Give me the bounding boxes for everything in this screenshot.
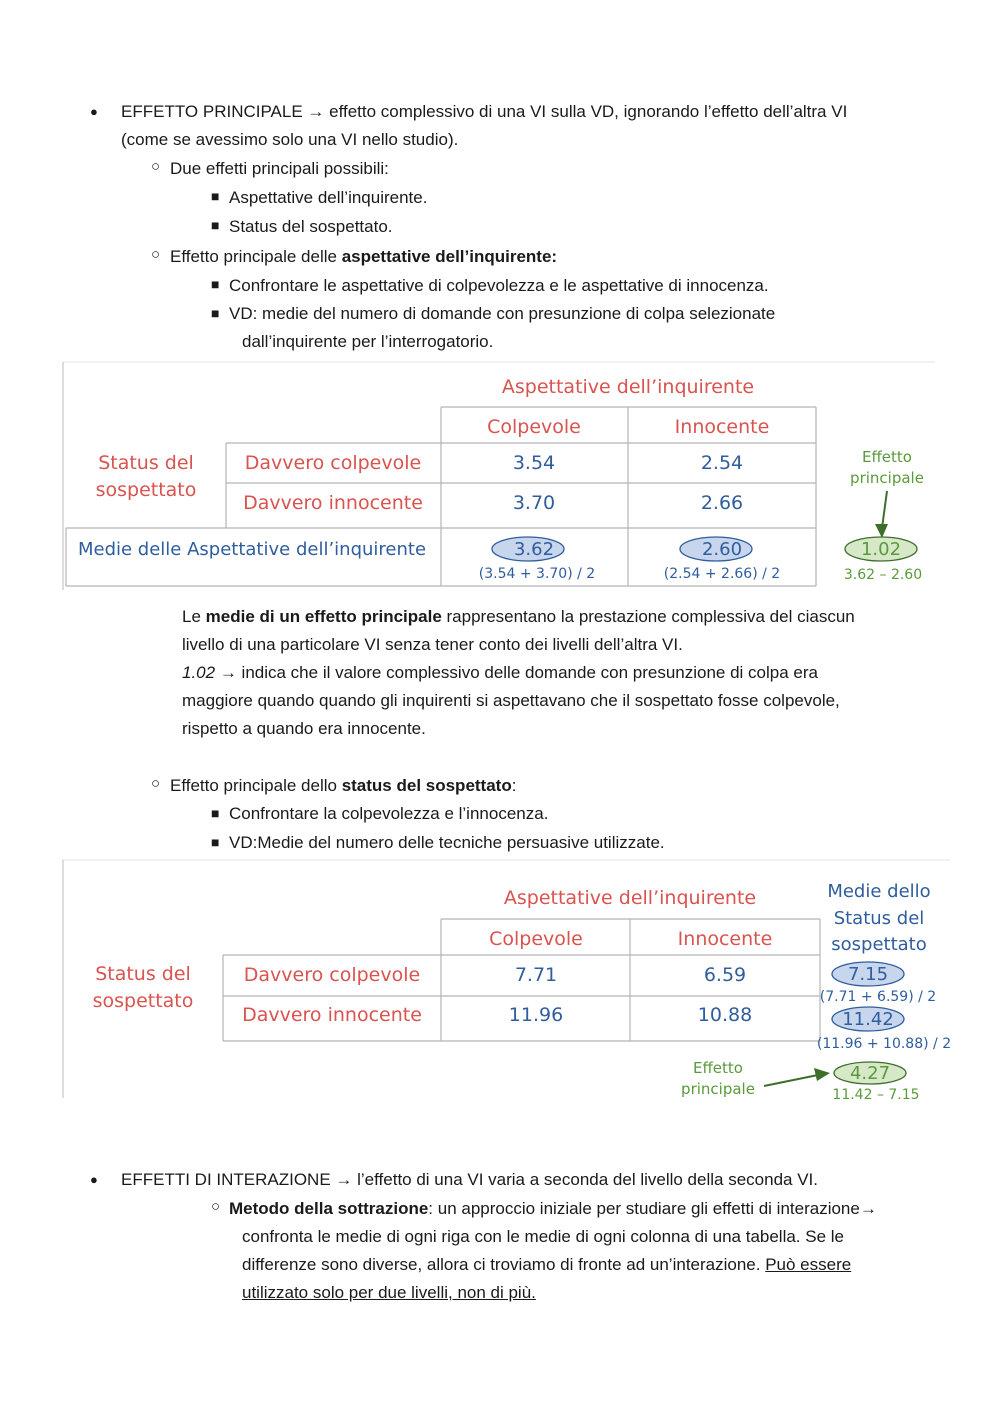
effect-calc: 11.42 – 7.15: [832, 1087, 920, 1100]
square-bullet: ■: [211, 834, 220, 850]
table-header: Aspettative dell’inquirente: [503, 887, 757, 909]
means-label: Medie delle Aspettative dell’inquirente: [77, 539, 427, 560]
main-effect-table-figure-1: [60, 360, 940, 592]
arrow-line: [764, 1075, 818, 1086]
paragraph-line: utilizzato solo per due livelli, non di più.: [242, 1283, 536, 1302]
effect-label: Effetto: [693, 1059, 743, 1077]
row-group-label: Status del: [95, 963, 191, 985]
list-item: Aspettative dell’inquirente.: [229, 188, 428, 207]
paragraph-line: maggiore quando quando gli inquirenti si aspettavano che il sospettato fosse colpevole,: [182, 691, 840, 710]
mean-calc: (11.96 + 10.88) / 2: [816, 1036, 952, 1052]
list-item-cont: dall’inquirente per l’interrogatorio.: [242, 332, 494, 351]
cell-value: 11.96: [508, 1004, 564, 1026]
sub-item: Due effetti principali possibili:: [170, 159, 389, 178]
list-item: VD:Medie del numero delle tecniche persuasive utilizzate.: [229, 833, 665, 852]
effect-label: Effetto: [862, 448, 912, 466]
circle-bullet: ○: [151, 246, 161, 263]
interaction-heading: EFFETTI DI INTERAZIONE → l’effetto di una VI varia a seconda del livello della seconda VI.: [121, 1170, 818, 1189]
row-group-label: Status del: [98, 452, 194, 474]
main-effect-table-figure-2: [60, 858, 954, 1100]
paragraph-line: livello di una particolare VI senza tener conto dei livelli dell’altra VI.: [182, 635, 683, 654]
row-header-colpevole: Davvero colpevole: [244, 452, 422, 474]
row-group-label: sospettato: [92, 990, 194, 1012]
arrow-head: [814, 1068, 830, 1081]
paragraph-line: Le medie di un effetto principale rappresentano la prestazione complessiva del ciascun: [182, 607, 855, 626]
mean-calc: (2.54 + 2.66) / 2: [663, 566, 781, 582]
arrow-line: [882, 491, 887, 528]
effect-value: 4.27: [849, 1063, 891, 1084]
row-group-label: sospettato: [95, 479, 197, 501]
circle-bullet: ○: [151, 775, 161, 792]
square-bullet: ■: [211, 805, 220, 821]
effect-value: 1.02: [860, 539, 902, 560]
list-item: VD: medie del numero di domande con presunzione di colpa selezionate: [229, 304, 776, 323]
mean-calc: (7.71 + 6.59) / 2: [819, 989, 937, 1005]
effect-label: principale: [850, 469, 924, 487]
sub-item: Effetto principale dello status del sospettato:: [170, 776, 517, 795]
mean-calc: (3.54 + 3.70) / 2: [478, 566, 596, 582]
col-header-colpevole: Colpevole: [489, 928, 583, 950]
main-effect-heading-cont: (come se avessimo solo una VI nello studio).: [121, 130, 459, 149]
bullet-dot: ●: [90, 104, 98, 119]
means-label: Status del: [833, 908, 925, 929]
cell-value: 2.54: [700, 452, 744, 474]
cell-value: 3.70: [512, 492, 556, 514]
paragraph-line: rispetto a quando era innocente.: [182, 719, 426, 738]
cell-value: 10.88: [697, 1004, 753, 1026]
circle-bullet: ○: [151, 158, 161, 175]
list-item: Confrontare la colpevolezza e l’innocenza.: [229, 804, 549, 823]
paragraph-line: 1.02 → indica che il valore complessivo delle domande con presunzione di colpa era: [182, 663, 818, 682]
row-header-innocente: Davvero innocente: [242, 1004, 422, 1026]
means-label: Medie dello: [827, 881, 931, 902]
effect-label: principale: [681, 1080, 755, 1098]
cell-value: 7.71: [514, 964, 558, 986]
mean-value: 3.62: [513, 539, 555, 560]
mean-value: 2.60: [701, 539, 743, 560]
circle-bullet: ○: [211, 1198, 221, 1215]
mean-value: 7.15: [847, 964, 889, 985]
row-header-colpevole: Davvero colpevole: [243, 964, 421, 986]
main-effect-heading: EFFETTO PRINCIPALE → effetto complessivo di una VI sulla VD, ignorando l’effetto dell’altra VI: [121, 102, 848, 121]
means-label: sospettato: [831, 934, 927, 955]
square-bullet: ■: [211, 217, 220, 233]
list-item: Status del sospettato.: [229, 217, 393, 236]
effect-calc: 3.62 – 2.60: [843, 567, 923, 583]
cell-value: 2.66: [700, 492, 744, 514]
bullet-dot: ●: [90, 1172, 98, 1187]
col-header-innocente: Innocente: [674, 416, 770, 438]
sub-item: Metodo della sottrazione: un approccio iniziale per studiare gli effetti di interazione→: [229, 1199, 877, 1218]
cell-value: 6.59: [703, 964, 747, 986]
arrow-head: [875, 524, 888, 538]
sub-item: Effetto principale delle aspettative dell’inquirente:: [170, 247, 558, 266]
square-bullet: ■: [211, 276, 220, 292]
square-bullet: ■: [211, 305, 220, 321]
row-header-innocente: Davvero innocente: [243, 492, 423, 514]
cell-value: 3.54: [512, 452, 556, 474]
list-item: Confrontare le aspettative di colpevolezza e le aspettative di innocenza.: [229, 276, 769, 295]
paragraph-line: differenze sono diverse, allora ci troviamo di fronte ad un’interazione. Può essere: [242, 1255, 852, 1274]
col-header-colpevole: Colpevole: [487, 416, 581, 438]
mean-value: 11.42: [842, 1009, 894, 1030]
table-header: Aspettative dell’inquirente: [501, 376, 755, 398]
square-bullet: ■: [211, 188, 220, 204]
col-header-innocente: Innocente: [677, 928, 773, 950]
paragraph-line: confronta le medie di ogni riga con le medie di ogni colonna di una tabella. Se le: [242, 1227, 845, 1246]
